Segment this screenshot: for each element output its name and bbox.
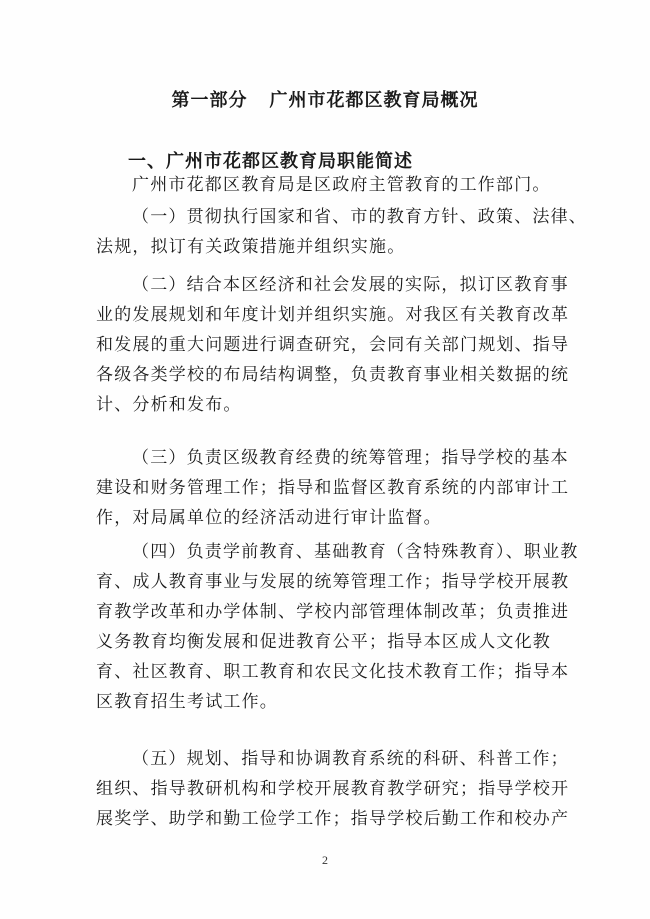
paragraph-line: 区教育招生考试工作。: [96, 692, 278, 712]
paragraph-item-4: [96, 537, 579, 717]
title-part-label: 第一部分: [171, 90, 248, 111]
paragraph-line: 和发展的重大问题进行调查研究，会同有关部门规划、指导: [96, 335, 570, 355]
title-text: 广州市花都区教育局概况: [269, 90, 479, 111]
paragraph-line: 育、成人教育事业与发展的统筹管理工作；指导学校开展教: [96, 572, 570, 592]
page-title: [0, 86, 650, 112]
paragraph-line: 建设和财务管理工作；指导和监督区教育系统的内部审计工: [96, 478, 570, 498]
paragraph-line: 计、分析和发布。: [96, 395, 242, 415]
section-heading: 一、广州市花都区教育局职能简述: [128, 151, 413, 172]
paragraph-line: 法规，拟订有关政策措施并组织实施。: [96, 237, 406, 257]
paragraph-line: 作，对局属单位的经济活动进行审计监督。: [96, 508, 442, 528]
paragraph-line: 广州市花都区教育局是区政府主管教育的工作部门。: [132, 175, 551, 195]
paragraph-intro: [96, 170, 558, 200]
paragraph-line: 组织、指导教研机构和学校开展教育教学研究；指导学校开: [96, 779, 570, 799]
paragraph-line: （三）负责区级教育经费的统筹管理；指导学校的基本: [132, 448, 569, 468]
paragraph-line: 业的发展规划和年度计划并组织实施。对我区有关教育改革: [96, 305, 570, 325]
paragraph-item-1: [96, 202, 587, 262]
paragraph-line: 展奖学、助学和勤工俭学工作；指导学校后勤工作和校办产: [96, 809, 570, 829]
paragraph-line: （二）结合本区经济和社会发展的实际，拟订区教育事: [132, 275, 569, 295]
paragraph-item-5: [96, 744, 570, 834]
paragraph-line: 各级各类学校的布局结构调整，负责教育事业相关数据的统: [96, 365, 570, 385]
paragraph-line: 义务教育均衡发展和促进教育公平；指导本区成人文化教: [96, 632, 551, 652]
paragraph-item-3: [96, 443, 570, 533]
paragraph-line: 育教学改革和办学体制、学校内部管理体制改革；负责推进: [96, 602, 570, 622]
page-number: 2: [322, 853, 328, 867]
paragraph-line: （一）贯彻执行国家和省、市的教育方针、政策、法律、: [132, 207, 587, 227]
paragraph-line: （五）规划、指导和协调教育系统的科研、科普工作；: [132, 749, 569, 769]
paragraph-line: （四）负责学前教育、基础教育（含特殊教育）、职业教: [132, 542, 579, 562]
paragraph-line: 育、社区教育、职工教育和农民文化技术教育工作；指导本: [96, 662, 570, 682]
paragraph-item-2: [96, 270, 570, 420]
